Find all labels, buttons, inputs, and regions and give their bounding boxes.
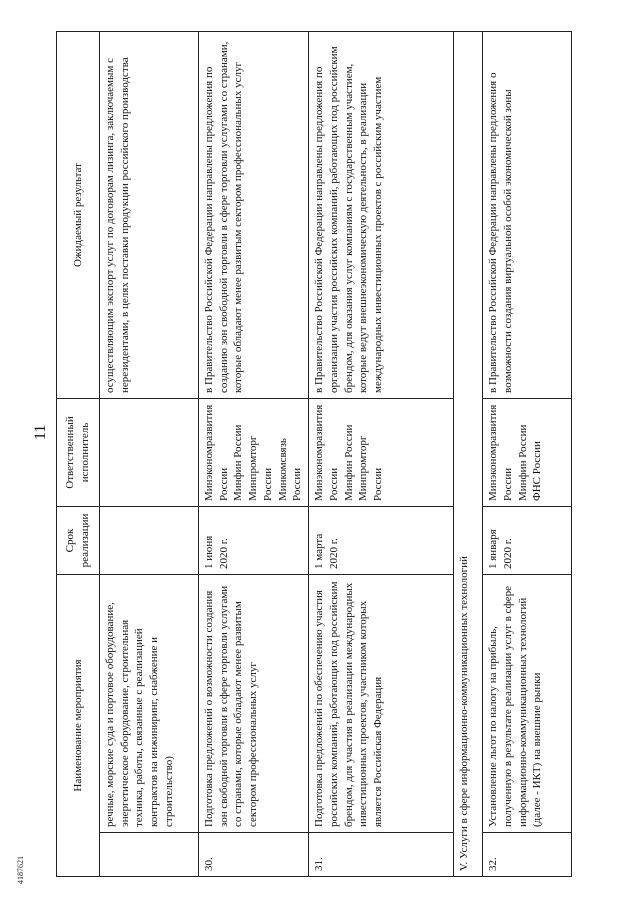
section-row (454, 32, 483, 877)
measures-table (56, 31, 572, 877)
row-number (100, 833, 199, 877)
table-row (483, 32, 572, 877)
header-result: Ожидаемый результат (57, 32, 100, 399)
row-number: 32. (483, 833, 572, 877)
row-executor (309, 399, 454, 507)
row-result: в Правительство Российской Федерации направлены предложения по созданию зон свободной торговли в сфере торговли услугами со странами, которые обладают менее развитым сектором профессиональных услуг (199, 32, 309, 399)
row-name: Установление льгот по налогу на прибыль, полученную в результате реализации услуг в сфере информационно-коммуникационных технологий (далее - ИКТ) на внешние рынки (483, 575, 572, 833)
section-title: V. Услуги в сфере информационно-коммуникационных технологий (454, 32, 483, 877)
row-term: 1 марта 2020 г. (309, 507, 454, 575)
row-term: 1 июня 2020 г. (199, 507, 309, 575)
row-term (100, 507, 199, 575)
header-term: Срок реализации (57, 507, 100, 575)
executor-item: Минпромторг России (357, 435, 385, 501)
executor-item: Минфин России (232, 424, 245, 501)
row-result: в Правительство Российской Федерации направлены предложения по организации участия российских компаний, работающих под российским брендом, для оказания услуг компаниям с государственным участием, которые ведут внешнеэкономическую деятельность, в реализации международных инвестиционных проектов с российским участием (309, 32, 454, 399)
executor-item: Минэкономразвития России (487, 404, 514, 501)
document-id: 4187621 (16, 856, 25, 884)
row-executor (483, 399, 572, 507)
table-header-row (57, 32, 100, 877)
executor-item: ФНС России (531, 441, 544, 501)
executor-item: Минфин России (342, 424, 355, 501)
row-result: в Правительство Российской Федерации направлены предложения о возможности создания виртуальной особой экономической зоны (483, 32, 572, 399)
row-name: речные, морские суда и портовое оборудование, энергетическое оборудование, строительная техника, работы, связанные с реализацией контрактов на инжиниринг, снабжение и строительство) (100, 575, 199, 833)
row-name: Подготовка предложений о возможности создания зон свободной торговли в сфере торговли услугами со странами, которые обладают менее развитым сектором профессиональных услуг (199, 575, 309, 833)
header-executor: Ответственный исполнитель (57, 399, 100, 507)
executor-item: Минэкономразвития России (313, 404, 340, 501)
row-result: осуществляющим экспорт услуг по договорам лизинга, заключаемым с нерезидентами, в целях поставки продукции российского производства (100, 32, 199, 399)
table-row (309, 32, 454, 877)
row-executor (199, 399, 309, 507)
table-row (199, 32, 309, 877)
executor-item: Минфин России (516, 424, 529, 501)
executor-item: Минпромторг России (247, 435, 274, 501)
row-number: 30. (199, 833, 309, 877)
row-term: 1 января 2020 г. (483, 507, 572, 575)
page-number: 11 (32, 424, 49, 440)
executor-item: Минкомсвязь России (276, 438, 304, 501)
row-executor (100, 399, 199, 507)
executor-item: Минэкономразвития России (203, 404, 230, 501)
table-row (100, 32, 199, 877)
row-number: 31. (309, 833, 454, 877)
row-name: Подготовка предложений по обеспечению участия российских компаний, работающих под российским брендом, для участия в реализации международных инвестиционных проектов, участником которых является Российская Федерация (309, 575, 454, 833)
header-name: Наименование мероприятия (57, 575, 100, 877)
